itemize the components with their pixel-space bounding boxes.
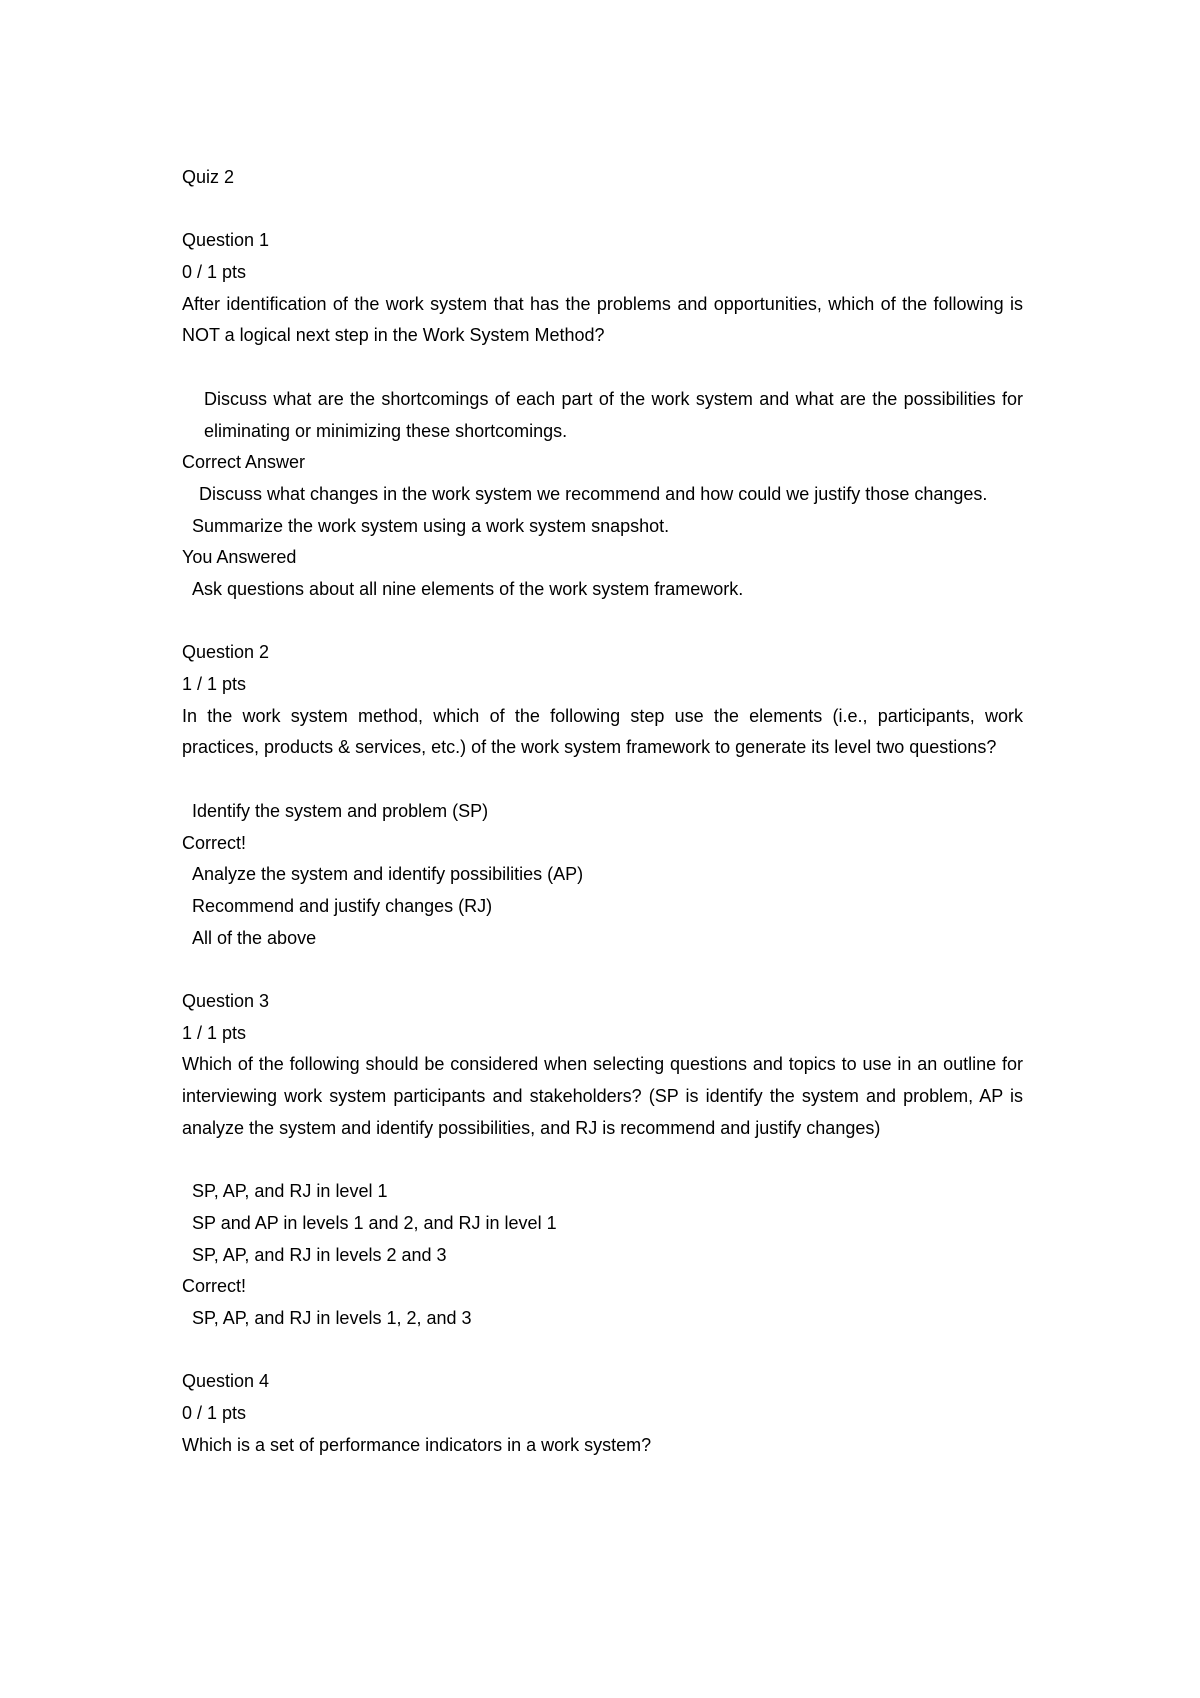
answer-option: Analyze the system and identify possibilities (AP) bbox=[192, 864, 584, 885]
correct-label: Correct! bbox=[182, 1276, 247, 1297]
question-score: 1 / 1 pts bbox=[182, 1022, 247, 1043]
answer-option: SP and AP in levels 1 and 2, and RJ in level 1 bbox=[192, 1212, 557, 1233]
quiz-content bbox=[182, 162, 1023, 1461]
correct-label: Correct! bbox=[182, 832, 247, 853]
question-heading: Question 2 bbox=[182, 642, 270, 663]
answer-option: SP, AP, and RJ in level 1 bbox=[192, 1181, 388, 1202]
you-answered-label: You Answered bbox=[182, 547, 297, 568]
answer-option: Identify the system and problem (SP) bbox=[192, 800, 489, 821]
question-heading: Question 3 bbox=[182, 990, 270, 1011]
question-block bbox=[182, 1366, 1023, 1461]
question-score: 1 / 1 pts bbox=[182, 674, 247, 695]
question-block bbox=[182, 637, 1023, 954]
question-heading: Question 1 bbox=[182, 230, 270, 251]
answer-option: Ask questions about all nine elements of the work system framework. bbox=[192, 579, 744, 600]
question-score: 0 / 1 pts bbox=[182, 262, 247, 283]
question-text: Which of the following should be considered when selecting questions and topics to use in an outline for interviewing work system participants and stakeholders? (SP is identify the system and problem, AP is analyze the system and identify possibilities, and RJ is recommend and justify changes) bbox=[182, 1054, 1023, 1138]
question-score: 0 / 1 pts bbox=[182, 1402, 247, 1423]
question-text: Which is a set of performance indicators in a work system? bbox=[182, 1434, 652, 1455]
answer-option: Summarize the work system using a work system snapshot. bbox=[192, 515, 670, 536]
question-block bbox=[182, 986, 1023, 1335]
answer-option: All of the above bbox=[192, 927, 317, 948]
correct-answer-label: Correct Answer bbox=[182, 452, 306, 473]
quiz-title: Quiz 2 bbox=[182, 167, 235, 187]
question-block bbox=[182, 225, 1023, 605]
answer-option: SP, AP, and RJ in levels 1, 2, and 3 bbox=[192, 1307, 472, 1328]
answer-option: Recommend and justify changes (RJ) bbox=[192, 895, 493, 916]
answer-option: SP, AP, and RJ in levels 2 and 3 bbox=[192, 1244, 447, 1265]
answer-option: Discuss what are the shortcomings of each part of the work system and what are the possibilities for eliminating or minimizing these shortcomings. bbox=[204, 388, 1023, 441]
question-heading: Question 4 bbox=[182, 1371, 270, 1392]
answer-option: Discuss what changes in the work system we recommend and how could we justify those changes. bbox=[199, 483, 988, 504]
question-text: In the work system method, which of the following step use the elements (i.e., participants, work practices, products & services, etc.) of the work system framework to generate its level two questions? bbox=[182, 705, 1023, 758]
question-text: After identification of the work system that has the problems and opportunities, which of the following is NOT a logical next step in the Work System Method? bbox=[182, 293, 1023, 346]
